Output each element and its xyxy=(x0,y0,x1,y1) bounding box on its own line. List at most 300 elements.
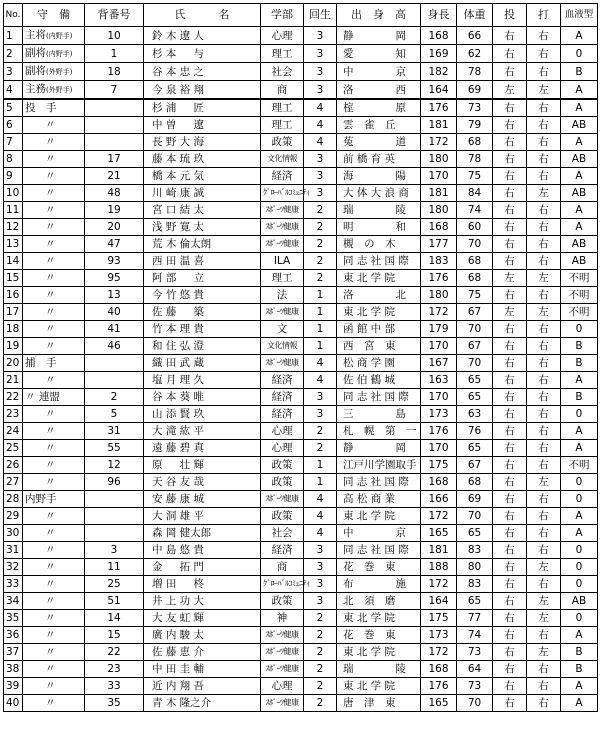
position-cell xyxy=(23,423,85,440)
position-cell xyxy=(23,27,85,45)
department: 商 xyxy=(261,81,304,100)
throws: 右 xyxy=(493,661,527,678)
player-name: 鈴 木 遼 人 xyxy=(144,27,261,45)
height: 170 xyxy=(421,338,457,355)
table-row xyxy=(4,491,598,508)
school-year: 3 xyxy=(304,593,337,610)
weight: 65 xyxy=(457,372,493,389)
height: 172 xyxy=(421,576,457,593)
position-label: 〃 xyxy=(45,459,56,471)
jersey-number: 48 xyxy=(85,185,144,202)
jersey-number: 96 xyxy=(85,474,144,491)
position-cell xyxy=(23,627,85,644)
department: 理工 xyxy=(261,117,304,134)
high-school: 佐 伯 鶴 城 xyxy=(337,372,421,389)
header-position: 守 備 xyxy=(23,4,85,27)
bats: 右 xyxy=(527,678,561,695)
player-name: 原 壮 輝 xyxy=(144,457,261,474)
position-cell xyxy=(23,45,85,63)
height: 183 xyxy=(421,253,457,270)
roster-table xyxy=(3,3,598,712)
jersey-number: 25 xyxy=(85,576,144,593)
jersey-number xyxy=(85,99,144,117)
height: 176 xyxy=(421,423,457,440)
position-label: 〃 xyxy=(45,612,56,624)
department: ｽﾎﾟｰﾂ健康 xyxy=(261,644,304,661)
weight: 69 xyxy=(457,81,493,100)
player-name: 谷 本 葵 唯 xyxy=(144,389,261,406)
position-label: 〃 xyxy=(45,340,56,352)
department: 心理 xyxy=(261,440,304,457)
table-row xyxy=(4,440,598,457)
high-school: 愛 知 xyxy=(337,45,421,63)
weight: 84 xyxy=(457,185,493,202)
height: 170 xyxy=(421,440,457,457)
weight: 70 xyxy=(457,355,493,372)
row-number: 10 xyxy=(4,185,23,202)
bats: 右 xyxy=(527,457,561,474)
jersey-number xyxy=(85,117,144,134)
throws: 右 xyxy=(493,423,527,440)
blood-type: A xyxy=(561,168,598,185)
position-cell xyxy=(23,525,85,542)
height: 166 xyxy=(421,491,457,508)
weight: 64 xyxy=(457,661,493,678)
weight: 73 xyxy=(457,99,493,117)
player-name: 森 岡 健太郎 xyxy=(144,525,261,542)
player-name: 谷 本 忠 之 xyxy=(144,63,261,81)
weight: 68 xyxy=(457,134,493,151)
department: 政策 xyxy=(261,593,304,610)
weight: 67 xyxy=(457,338,493,355)
row-number: 23 xyxy=(4,406,23,423)
weight: 70 xyxy=(457,236,493,253)
throws: 右 xyxy=(493,338,527,355)
table-row xyxy=(4,593,598,610)
position-cell xyxy=(23,321,85,338)
height: 176 xyxy=(421,99,457,117)
row-number: 33 xyxy=(4,576,23,593)
height: 169 xyxy=(421,45,457,63)
throws: 右 xyxy=(493,593,527,610)
high-school: 同 志 社 国 際 xyxy=(337,389,421,406)
player-name: 大 友 虹 輝 xyxy=(144,610,261,627)
throws: 右 xyxy=(493,355,527,372)
height: 173 xyxy=(421,627,457,644)
school-year: 3 xyxy=(304,559,337,576)
table-row xyxy=(4,134,598,151)
department: 文化情報 xyxy=(261,338,304,355)
jersey-number: 7 xyxy=(85,81,144,100)
position-cell xyxy=(23,610,85,627)
table-row xyxy=(4,236,598,253)
blood-type: A xyxy=(561,508,598,525)
throws: 右 xyxy=(493,185,527,202)
table-row xyxy=(4,678,598,695)
height: 175 xyxy=(421,610,457,627)
jersey-number: 11 xyxy=(85,559,144,576)
throws: 右 xyxy=(493,27,527,45)
table-row xyxy=(4,457,598,474)
weight: 65 xyxy=(457,593,493,610)
blood-type: A xyxy=(561,525,598,542)
blood-type: 0 xyxy=(561,542,598,559)
high-school: 札 幌 第 一 xyxy=(337,423,421,440)
throws: 右 xyxy=(493,99,527,117)
bats: 右 xyxy=(527,321,561,338)
high-school: 北 須 磨 xyxy=(337,593,421,610)
bats: 右 xyxy=(527,661,561,678)
position-label: 投 手 xyxy=(25,102,57,114)
department: ｽﾎﾟｰﾂ健康 xyxy=(261,491,304,508)
position-cell xyxy=(23,81,85,100)
height: 167 xyxy=(421,355,457,372)
weight: 73 xyxy=(457,644,493,661)
height: 165 xyxy=(421,695,457,712)
bats: 左 xyxy=(527,81,561,100)
jersey-number: 31 xyxy=(85,423,144,440)
high-school: 高 松 商 業 xyxy=(337,491,421,508)
player-name: 中 曽 遼 xyxy=(144,117,261,134)
weight: 73 xyxy=(457,678,493,695)
throws: 右 xyxy=(493,372,527,389)
position-label: 〃 xyxy=(45,255,56,267)
position-label: 〃 xyxy=(45,510,56,522)
weight: 62 xyxy=(457,45,493,63)
player-name: 杉 本 与 xyxy=(144,45,261,63)
height: 168 xyxy=(421,27,457,45)
bats: 右 xyxy=(527,525,561,542)
bats: 右 xyxy=(527,406,561,423)
high-school: 西 宮 東 xyxy=(337,338,421,355)
school-year: 4 xyxy=(304,134,337,151)
player-name: 西 田 温 喜 xyxy=(144,253,261,270)
table-row xyxy=(4,321,598,338)
weight: 65 xyxy=(457,440,493,457)
blood-type: B xyxy=(561,355,598,372)
blood-type: 不明 xyxy=(561,270,598,287)
position-label: 〃 xyxy=(45,425,56,437)
high-school: 江戸川学園取手 xyxy=(337,457,421,474)
player-name: 青 木 隆之介 xyxy=(144,695,261,712)
position-cell xyxy=(23,678,85,695)
height: 177 xyxy=(421,236,457,253)
height: 181 xyxy=(421,185,457,202)
bats: 右 xyxy=(527,542,561,559)
school-year: 2 xyxy=(304,219,337,236)
throws: 右 xyxy=(493,117,527,134)
department: 心理 xyxy=(261,423,304,440)
weight: 68 xyxy=(457,270,493,287)
table-row xyxy=(4,423,598,440)
department: 政策 xyxy=(261,474,304,491)
jersey-number: 10 xyxy=(85,27,144,45)
header-bats: 打 xyxy=(527,4,561,27)
position-cell xyxy=(23,508,85,525)
weight: 68 xyxy=(457,253,493,270)
school-year: 4 xyxy=(304,372,337,389)
player-name: 阿 部 立 xyxy=(144,270,261,287)
position-label: 〃 xyxy=(45,323,56,335)
table-row xyxy=(4,338,598,355)
throws: 右 xyxy=(493,559,527,576)
row-number: 39 xyxy=(4,678,23,695)
school-year: 2 xyxy=(304,644,337,661)
jersey-number xyxy=(85,355,144,372)
position-label: 〃 xyxy=(45,238,56,250)
jersey-number xyxy=(85,508,144,525)
position-label: 〃 xyxy=(45,646,56,658)
high-school: 海 陽 xyxy=(337,168,421,185)
height: 172 xyxy=(421,508,457,525)
table-row xyxy=(4,661,598,678)
position-cell xyxy=(23,185,85,202)
jersey-number: 2 xyxy=(85,389,144,406)
player-name: 中 島 悠 貴 xyxy=(144,542,261,559)
bats: 右 xyxy=(527,338,561,355)
height: 180 xyxy=(421,202,457,219)
throws: 右 xyxy=(493,219,527,236)
weight: 63 xyxy=(457,406,493,423)
height: 170 xyxy=(421,168,457,185)
department: 経済 xyxy=(261,542,304,559)
table-row xyxy=(4,542,598,559)
player-name: 金 拓 門 xyxy=(144,559,261,576)
bats: 右 xyxy=(527,287,561,304)
blood-type: 不明 xyxy=(561,304,598,321)
table-row xyxy=(4,389,598,406)
blood-type: A xyxy=(561,627,598,644)
position-cell xyxy=(23,491,85,508)
jersey-number: 55 xyxy=(85,440,144,457)
weight: 60 xyxy=(457,219,493,236)
table-row xyxy=(4,304,598,321)
high-school: 松 商 学 園 xyxy=(337,355,421,372)
position-cell xyxy=(23,168,85,185)
department: 政策 xyxy=(261,134,304,151)
jersey-number: 21 xyxy=(85,168,144,185)
position-label: 内野手 xyxy=(25,493,57,505)
high-school: 同 志 社 国 際 xyxy=(337,542,421,559)
height: 176 xyxy=(421,678,457,695)
bats: 右 xyxy=(527,117,561,134)
bats: 右 xyxy=(527,372,561,389)
height: 188 xyxy=(421,559,457,576)
jersey-number: 17 xyxy=(85,151,144,168)
throws: 右 xyxy=(493,389,527,406)
bats: 左 xyxy=(527,185,561,202)
weight: 75 xyxy=(457,168,493,185)
height: 180 xyxy=(421,151,457,168)
jersey-number: 51 xyxy=(85,593,144,610)
department: ｽﾎﾟｰﾂ健康 xyxy=(261,661,304,678)
high-school: 東 北 学 院 xyxy=(337,610,421,627)
blood-type: 0 xyxy=(561,576,598,593)
jersey-number xyxy=(85,525,144,542)
row-number: 31 xyxy=(4,542,23,559)
player-name: 浅 野 寛 太 xyxy=(144,219,261,236)
department: 経済 xyxy=(261,168,304,185)
height: 168 xyxy=(421,474,457,491)
position-cell xyxy=(23,593,85,610)
school-year: 2 xyxy=(304,270,337,287)
bats: 右 xyxy=(527,423,561,440)
weight: 65 xyxy=(457,389,493,406)
high-school: 同 志 社 国 際 xyxy=(337,474,421,491)
table-row xyxy=(4,576,598,593)
row-number: 40 xyxy=(4,695,23,712)
weight: 75 xyxy=(457,287,493,304)
height: 182 xyxy=(421,63,457,81)
department: 文 xyxy=(261,321,304,338)
weight: 77 xyxy=(457,610,493,627)
table-row xyxy=(4,372,598,389)
position-label: 副将 xyxy=(25,65,46,77)
table-row xyxy=(4,508,598,525)
player-name: 荒 木 倫太朗 xyxy=(144,236,261,253)
height: 168 xyxy=(421,219,457,236)
weight: 80 xyxy=(457,559,493,576)
high-school: 雲 雀 丘 xyxy=(337,117,421,134)
weight: 83 xyxy=(457,542,493,559)
jersey-number: 3 xyxy=(85,542,144,559)
position-cell xyxy=(23,661,85,678)
player-name: 竹 本 理 貴 xyxy=(144,321,261,338)
high-school: 三 島 xyxy=(337,406,421,423)
blood-type: 不明 xyxy=(561,457,598,474)
row-number: 12 xyxy=(4,219,23,236)
position-cell xyxy=(23,542,85,559)
weight: 69 xyxy=(457,491,493,508)
position-label: 捕 手 xyxy=(25,357,57,369)
position-label: 〃 xyxy=(45,578,56,590)
height: 172 xyxy=(421,644,457,661)
jersey-number: 35 xyxy=(85,695,144,712)
bats: 右 xyxy=(527,236,561,253)
position-label: 〃 xyxy=(45,663,56,675)
position-cell xyxy=(23,355,85,372)
row-number: 27 xyxy=(4,474,23,491)
player-name: 佐 藤 築 xyxy=(144,304,261,321)
blood-type: A xyxy=(561,81,598,100)
position-label: 〃 xyxy=(45,136,56,148)
school-year: 4 xyxy=(304,508,337,525)
row-number: 15 xyxy=(4,270,23,287)
blood-type: AB xyxy=(561,593,598,610)
school-year: 4 xyxy=(304,355,337,372)
bats: 左 xyxy=(527,610,561,627)
bats: 右 xyxy=(527,63,561,81)
table-row xyxy=(4,117,598,134)
bats: 右 xyxy=(527,491,561,508)
row-number: 17 xyxy=(4,304,23,321)
position-cell xyxy=(23,287,85,304)
school-year: 2 xyxy=(304,423,337,440)
school-year: 3 xyxy=(304,45,337,63)
throws: 右 xyxy=(493,610,527,627)
bats: 右 xyxy=(527,202,561,219)
position-label: 〃 xyxy=(45,374,56,386)
player-name: 宮 口 結 太 xyxy=(144,202,261,219)
position-cell xyxy=(23,372,85,389)
position-label: 〃 xyxy=(45,289,56,301)
player-name: 井 上 功 大 xyxy=(144,593,261,610)
school-year: 3 xyxy=(304,576,337,593)
row-number: 19 xyxy=(4,338,23,355)
department: 理工 xyxy=(261,45,304,63)
jersey-number xyxy=(85,372,144,389)
position-label: 〃 xyxy=(45,527,56,539)
bats: 左 xyxy=(527,474,561,491)
throws: 右 xyxy=(493,440,527,457)
school-year: 1 xyxy=(304,321,337,338)
school-year: 1 xyxy=(304,338,337,355)
jersey-number: 20 xyxy=(85,219,144,236)
department: 経済 xyxy=(261,389,304,406)
blood-type: AB xyxy=(561,117,598,134)
jersey-number: 47 xyxy=(85,236,144,253)
table-row xyxy=(4,287,598,304)
position-cell xyxy=(23,338,85,355)
position-cell xyxy=(23,270,85,287)
throws: 右 xyxy=(493,253,527,270)
blood-type: 0 xyxy=(561,406,598,423)
position-sub-label: (内野手) xyxy=(46,32,73,40)
position-sub-label: (外野手) xyxy=(46,68,73,76)
high-school: 東 北 学 院 xyxy=(337,304,421,321)
blood-type: A xyxy=(561,372,598,389)
throws: 右 xyxy=(493,644,527,661)
player-name: 佐 藤 恵 介 xyxy=(144,644,261,661)
table-row xyxy=(4,185,598,202)
weight: 68 xyxy=(457,474,493,491)
throws: 左 xyxy=(493,81,527,100)
jersey-number: 93 xyxy=(85,253,144,270)
bats: 右 xyxy=(527,440,561,457)
department: ｽﾎﾟｰﾂ健康 xyxy=(261,355,304,372)
row-number: 26 xyxy=(4,457,23,474)
row-number: 32 xyxy=(4,559,23,576)
school-year: 3 xyxy=(304,168,337,185)
header-weight: 体重 xyxy=(457,4,493,27)
high-school: 中 京 xyxy=(337,63,421,81)
position-cell xyxy=(23,63,85,81)
high-school: 菟 道 xyxy=(337,134,421,151)
throws: 右 xyxy=(493,63,527,81)
position-cell xyxy=(23,474,85,491)
row-number: 11 xyxy=(4,202,23,219)
header-year: 回生 xyxy=(304,4,337,27)
weight: 78 xyxy=(457,151,493,168)
row-number: 34 xyxy=(4,593,23,610)
blood-type: 不明 xyxy=(561,287,598,304)
position-cell xyxy=(23,134,85,151)
throws: 右 xyxy=(493,457,527,474)
position-cell xyxy=(23,219,85,236)
jersey-number: 18 xyxy=(85,63,144,81)
school-year: 1 xyxy=(304,304,337,321)
table-row xyxy=(4,45,598,63)
school-year: 4 xyxy=(304,99,337,117)
jersey-number: 95 xyxy=(85,270,144,287)
school-year: 2 xyxy=(304,627,337,644)
position-cell xyxy=(23,644,85,661)
table-row xyxy=(4,474,598,491)
row-number: 9 xyxy=(4,168,23,185)
blood-type: 0 xyxy=(561,491,598,508)
height: 170 xyxy=(421,389,457,406)
high-school: 大 体 大 浪 商 xyxy=(337,185,421,202)
